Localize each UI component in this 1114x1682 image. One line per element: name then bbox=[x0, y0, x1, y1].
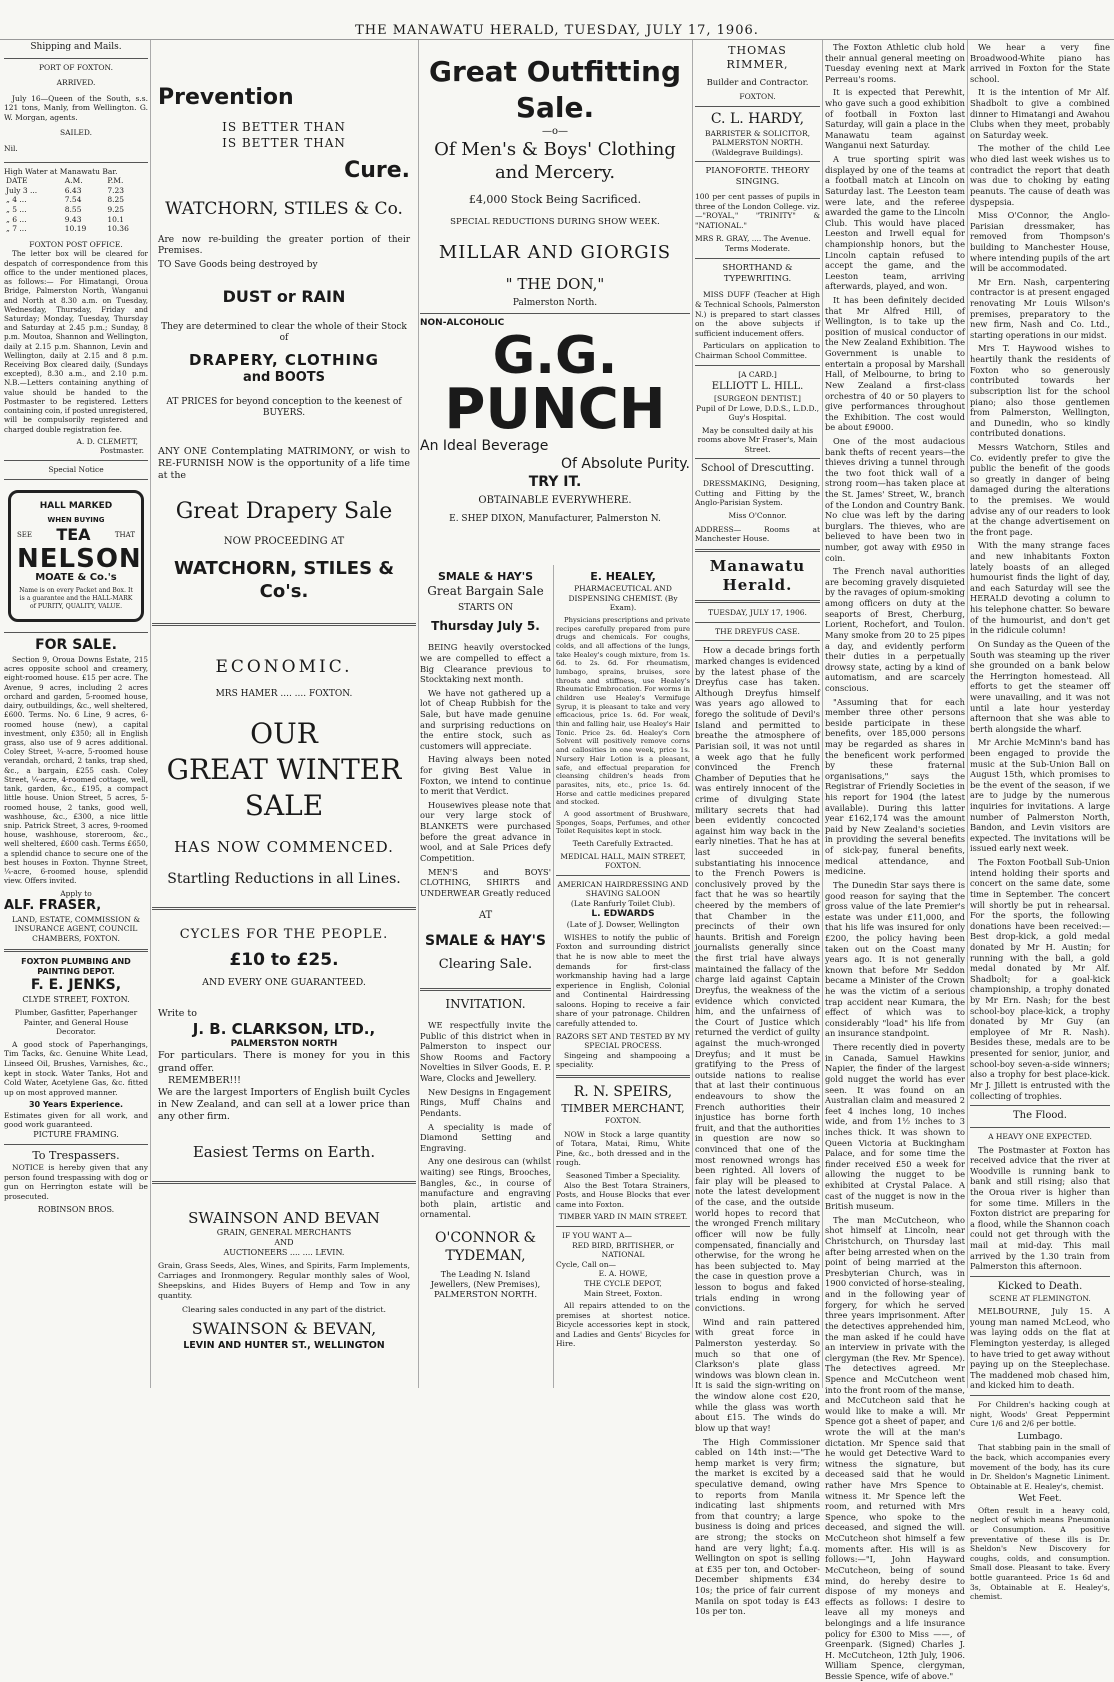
hill-name: ELLIOTT L. HILL. bbox=[711, 381, 804, 393]
post-office-text: The letter box will be cleared for despatch of correspondence from this office to the under mentioned places, as follows:— For Himatangi, Oroua Bridge, Palmerston North, Wanganui and North at 8.30 a.m. on Tuesday, Wednesday, Thursday, Friday and Saturday; Monday, Tuesday, Thursday and Saturday at 2.45 p.m.; Sunday, 8 p.m. Moutoa, Shannon and Wellington, daily at 2.15 p.m. Shannon, Levin and Wellington, daily at 2.15 and 8 p.m. Receiving Box cleared daily, (Sundays excepted), 8.30 a.m., and 2.10 p.m. N.B.—Letters containing anything of value should be handed to the Postmaster to be registered. Letters containing coin, if posted unregistered, will be compulsorily registered and charged double registration fee. bbox=[4, 249, 148, 434]
healey-text: Physicians prescriptions and private recipes carefully prepared from pure drugs and chemicals. For coughs, colds, and all affections of the lungs, take Healey's cough mixture, from 1s. 6d. to 2s. 6d. For rheumatism, lumbago, sprains, bruises, sore throats and stiffness, use Healey's Rheumatic Embrocation. For worms in children use Healey's Vermifuge Syrup, it is pleasant to take and very efficacious, price 1s. 6d. For weak, thin and falling hair, use Healey's Hair Tonic. Price 2s. 6d. Healey's Corn Solvent will positively remove corns and callosities in one week, price 1s. Nursery Hair Lotion is a pleasant, safe, and effectual preparation for cleansing children's heads from parasites, nits, etc., price 1s. 6d. Horse and cattle medicines prepared and stocked. bbox=[556, 615, 690, 807]
clear-stock-text: They are determined to clear the whole of their Stock of bbox=[161, 321, 407, 344]
millar-giorgis: MILLAR AND GIORGIS bbox=[438, 242, 672, 264]
card-label: [A CARD.] bbox=[738, 369, 777, 379]
great-bargain-sale: Great Bargain Sale bbox=[427, 584, 544, 599]
tide-cell: 8.55 bbox=[64, 205, 82, 215]
builder-contractor: Builder and Contractor. bbox=[706, 78, 809, 89]
surgeon-dentist: [SURGEON DENTIST.] bbox=[714, 393, 801, 403]
tide-cell: 9.43 bbox=[64, 214, 82, 224]
flood-text: The Postmaster at Foxton has received advice that the river at Woodville is running bank to bank and still rising; also that the Oroua river is higher than for some time. Millers in the Foxton district are preparing for a flood, while the Shannon coach could not get through with the mail at mid-day. This mail arrived by the 1.30 train from Palmerston this afternoon. bbox=[970, 1144, 1110, 1272]
bicycle-brands: RED BIRD, BRITISHER, or NATIONAL bbox=[572, 1240, 674, 1260]
dress-address: ADDRESS— Rooms at Manchester House. bbox=[695, 524, 820, 544]
news-p2: It is expected that Perewhit, who gave such a good exhibition of football in Foxton last Saturday, will gain a place in the Manawatu team against Wanganui next Saturday. bbox=[825, 87, 965, 151]
kicked-text: MELBOURNE, July 15. A young man named McLeod, who was laying odds on the flat at Flemington yesterday, is alleged to have tried to get away without paying up on the Steeplechase. The maddened mob chased him, and kicked him to death. bbox=[970, 1306, 1110, 1391]
ideal-beverage: An Ideal Beverage bbox=[420, 437, 549, 454]
plumbing-heading: FOXTON PLUMBING AND PAINTING DEPOT. bbox=[21, 956, 131, 976]
arrived-label: ARRIVED. bbox=[56, 78, 96, 88]
oconnor-name: O'CONNOR & bbox=[435, 1229, 536, 1246]
don-town: Palmerston North. bbox=[512, 297, 598, 308]
tide-cell: 8.25 bbox=[107, 195, 125, 205]
cycles-people: CYCLES FOR THE PEOPLE. bbox=[179, 927, 389, 942]
column-rule bbox=[967, 40, 968, 1388]
column-rule bbox=[692, 40, 693, 1388]
invitation-p4: Any one desirous can (whilst waiting) see Rings, Brooches, Bangles, &c., in course of manufacture and engraving both plain, artistic and ornamental. bbox=[420, 1156, 551, 1220]
experience-text: 30 Years Experience. bbox=[28, 1100, 124, 1110]
has-commenced: HAS NOW COMMENCED. bbox=[174, 837, 394, 856]
matrimony-text: ANY ONE Contemplating MATRIMONY, or wish to RE-FURNISH NOW is the opportunity of a life time at the bbox=[158, 445, 410, 481]
smale-p3: Having always been noted for giving Best Value in Foxton, we intend to continue to merit that Verdict. bbox=[420, 754, 551, 797]
tide-cell: „ 4 ... bbox=[6, 195, 27, 205]
tide-cell: 9.25 bbox=[107, 205, 125, 215]
prices-text: AT PRICES for beyond conception to the keenest of BUYERS. bbox=[166, 396, 402, 419]
hill-consult: May be consulted daily at his rooms above Mr Fraser's, Main Street. bbox=[697, 425, 818, 454]
hemp-text: The High Commissioner cabled on 14th inst:—"The hemp market is very firm; the market is excited by a speculative demand, owing to reports from Manila indicating last shipments from that country; a large business is doing and prices are strong; the stocks on hand are very light; f.a.q. Wellington on spot is selling at £35 per ton, and October-December shipments £34 10s; the price of fair current Manila on spot today is £43 10s per ton. bbox=[695, 1436, 820, 1617]
cycle-depot: THE CYCLE DEPOT, bbox=[584, 1278, 662, 1288]
tide-cell: 7.54 bbox=[64, 195, 82, 205]
grain-merchants: GRAIN, GENERAL MERCHANTS bbox=[216, 1227, 352, 1237]
jewellers-town: PALMERSTON NORTH. bbox=[433, 1290, 538, 1301]
flood-heading: The Flood. bbox=[1013, 1110, 1067, 1122]
better-than-2: IS BETTER THAN bbox=[222, 135, 346, 150]
for-sale-heading: FOR SALE. bbox=[35, 637, 117, 654]
moate-text: MOATE & Co.'s bbox=[35, 571, 117, 583]
our-heading: OUR bbox=[250, 717, 318, 751]
sale-heading: SALE bbox=[244, 789, 324, 823]
fraser-name: ALF. FRASER, bbox=[4, 898, 102, 914]
particulars-text: For particulars. There is money for you in this grand offer. bbox=[158, 1050, 410, 1074]
news-p14: Miss O'Connor, the Anglo-Parisian dressmaker, has removed from Thompson's building to Manchester House, where intending pupils of the art will be accommodated. bbox=[970, 210, 1110, 274]
speirs-name: R. N. SPEIRS, bbox=[573, 1084, 673, 1101]
every-one-guaranteed: AND EVERY ONE GUARANTEED. bbox=[202, 977, 366, 989]
rimmer-town: FOXTON. bbox=[739, 92, 776, 102]
and-boots: and BOOTS bbox=[242, 370, 326, 386]
flood-subheading: A HEAVY ONE EXPECTED. bbox=[988, 1131, 1092, 1141]
news-p18: With the many strange faces and new inhabitants Foxton lately boasts of an alleged humourist finds the light of day, and each Saturday will see the HERALD devoting a column to his telephone chatter. So beware of the humourist, and don't get in the ridicule column! bbox=[970, 540, 1110, 636]
column-3-left bbox=[420, 566, 551, 1388]
news-p8: The Dunedin Star says there is good reason for saying that the gross value of the late Premier's estate was under £11,000, and that his life was insured for only £200, the policy having been taken out on the Coast many years ago. It is not generally known that before Mr Seddon became a Minister of the Crown he was the victim of a serious trap accident near Kumara, the effect of which was to considerably "load" his life from an insurance standpoint. bbox=[825, 879, 965, 1039]
edwards-name: L. EDWARDS bbox=[591, 908, 655, 919]
barrister-title: BARRISTER & SOLICITOR, bbox=[704, 128, 810, 138]
masthead-date: TUESDAY, JULY 17, 1906. bbox=[708, 608, 807, 618]
importers-text: We are the largest Importers of English built Cycles in New Zealand, and can sell at a lower price than any other firm. bbox=[158, 1086, 410, 1123]
jenks-street: CLYDE STREET, FOXTON. bbox=[22, 994, 130, 1004]
drescutting-heading: School of Drescutting. bbox=[700, 463, 815, 475]
shaving-saloon: SHAVING SALOON bbox=[585, 889, 661, 899]
healey-stock: A good assortment of Brushware, Sponges, Soaps, Perfumes, and other Toilet Requisites kept in stock. bbox=[556, 809, 690, 836]
news-p13: The mother of the child Lee who died last week wishes us to contradict the report that death was due to choking by eating peanuts. The cause of death was dyspepsia. bbox=[970, 143, 1110, 207]
piano-theory: PIANOFORTE. THEORY SINGING. bbox=[705, 166, 810, 188]
outfitting-sale: Sale. bbox=[515, 90, 595, 124]
watchorn-name: WATCHORN, STILES & Co. bbox=[165, 199, 403, 220]
tydeman-name: TYDEMAN, bbox=[445, 1247, 526, 1264]
jenks-stock: A good stock of Paperhangings, Tim Tacks, &c. Genuine White Lead, Linseed Oil, Brushes, Varnishes, &c., kept in stock. Water Tanks, Hot and Cold Water, Acetylene Gas, &c. fitted up on most approved manner. bbox=[4, 1039, 148, 1097]
timber-merchant: TIMBER MERCHANT, bbox=[561, 1101, 685, 1115]
apply-text: Apply to bbox=[60, 888, 92, 898]
dust-rain: DUST or RAIN bbox=[222, 287, 346, 307]
page-header: THE MANAWATU HERALD, TUESDAY, JULY 17, 1906. bbox=[0, 0, 1114, 40]
speirs-p2: Seasoned Timber a Speciality. bbox=[565, 1170, 681, 1180]
post-office-heading: FOXTON POST OFFICE. bbox=[29, 239, 123, 249]
hardy-building: (Waldegrave Buildings). bbox=[711, 147, 804, 157]
for-sale-text: Section 9, Oroua Downs Estate, 215 acres opposite school and creamery, eight-roomed house. £15 per acre. The Avenue, 9 acres, including 2 acres orchard and garden, 5-roomed house, dairy, outbuildings, &c., well sheltered, £600. Terms. No. 6 Line, 9 acres, 6-roomed house (new), a capital investment, only £350; all in English grass, also use of 9 acres additional. Coley Street, ¼-acre, 5-roomed house verandah, orchard, 2 tanks, trap shed, &c., a bargain, £255 cash. Coley Street, ¼-acre, 4-roomed cottage, well, tank, garden, &c., £195, a compact little house. Union Street, 5 acres, 5-roomed house, 2 tanks, good well, washhouse, &c., £300, a nice little snip. Patrick Street, 3 acres, 9-roomed house, washhouse, storeroom, &c., well sheltered, £600 cash. Terms £650, a splendid chance to secure one of the best houses in Foxton. Thynne Street, ¼-acre, 6-roomed house, splendid view. Offers invited. bbox=[4, 655, 148, 886]
cure-heading: Cure. bbox=[344, 157, 410, 183]
watchorn-ad bbox=[152, 40, 416, 607]
trespassers-text: NOTICE is hereby given that any person found trespassing with dog or gun on Herrington estate will be prosecuted. bbox=[4, 1163, 148, 1201]
repairs-text: All repairs attended to on the premises at shortest notice. Bicycle accessories kept in stock, and Ladies and Gents' Bicycles for Hire. bbox=[556, 1301, 690, 1349]
clearing-sales-text: Clearing sales conducted in any part of the district. bbox=[182, 1305, 386, 1315]
great-outfitting: Great Outfitting bbox=[428, 55, 682, 88]
swainson-name: SWAINSON AND BEVAN bbox=[188, 1208, 380, 1227]
razors-text: RAZORS SET AND TESTED BY MY SPECIAL PROCESS. bbox=[556, 1031, 690, 1051]
hamer-ad bbox=[152, 631, 416, 893]
tide-cell: 10.19 bbox=[64, 224, 87, 234]
column-7 bbox=[970, 40, 1110, 1602]
smale-hay-name: SMALE & HAY'S bbox=[437, 570, 534, 583]
news-p6: The French naval authorities are becoming gravely disquieted by the ravages of opium-smoking among officers on duty at the seaports of Brest, Cherburg, Lorient, Rochefort, and Toulon. Many smoke from 20 to 25 pipes a day, and evidently perform their duties in a perpetually drowsy state, acting by a kind of automatism, and are scarcely conscious. bbox=[825, 566, 965, 693]
howe-address: Main Street, Foxton. bbox=[583, 1288, 663, 1298]
smale-p5: MEN'S and BOYS' CLOTHING, SHIRTS and UNDERWEAR Greatly reduced bbox=[420, 866, 551, 898]
wind-rain-text: Wind and rain pattered with great force in Palmerston yesterday. So much so that one of Clarkson's plate glass windows was blown clean in. It is said the sign-writing on the window alone cost £20, while the glass was worth about £15. The winds do blow up that way! bbox=[695, 1316, 820, 1433]
clearing-sale: Clearing Sale. bbox=[438, 957, 533, 973]
arrived-text: July 16—Queen of the South, s.s. 121 tons, Manly, from Wellington. G. W. Morgan, agents. bbox=[4, 93, 148, 122]
mens-clothing: Of Men's & Boys' Clothing bbox=[434, 139, 676, 161]
gg-heading: G.G. bbox=[492, 325, 618, 386]
speirs-p4: TIMBER YARD IN MAIN STREET. bbox=[558, 1212, 688, 1222]
healey-teeth: Teeth Carefully Extracted. bbox=[572, 839, 674, 849]
and-mercery: and Mercery. bbox=[494, 162, 616, 184]
try-it: TRY IT. bbox=[528, 473, 582, 490]
prevention-heading: Prevention bbox=[158, 85, 294, 110]
rimmer-name: THOMAS RIMMER, bbox=[726, 44, 789, 72]
smale-p1: BEING heavily overstocked we are compelled to effect a Big Clearance previous to Stocktaking next month. bbox=[420, 642, 551, 685]
column-rule bbox=[150, 40, 151, 1388]
hill-pupil: Pupil of Dr Lowe, D.D.S., L.D.D., Guy's Hospital. bbox=[696, 403, 819, 423]
healey-name: E. HEALEY, bbox=[590, 570, 656, 583]
wet-feet-heading: Wet Feet. bbox=[1018, 1494, 1062, 1505]
write-to: Write to bbox=[158, 1007, 197, 1019]
oconnor-miss: Miss O'Connor. bbox=[728, 511, 787, 521]
jenks-trade: Plumber, Gasfitter, Paperhanger Painter, and General House Decorator. bbox=[14, 1008, 138, 1037]
sailed-text: Nil. bbox=[4, 144, 18, 154]
lumbago-heading: Lumbago. bbox=[1017, 1431, 1063, 1442]
dreyfus-text: How a decade brings forth marked changes is evidenced by the latest phase of the Dreyfus case has taken. Although Dreyfus himself was years ago allowed to forego the solitude of Devil's Island and permitted to breathe the atmosphere of Parisian soil, it was not until a week ago that he fully convinced the French Chamber of Deputies that he was entirely innocent of the crime of divulging State military secrets that had been evidently concocted against him way back in the early nineties. That he has at last succeeded in substantiating his innocence to the French Powers is conclusively proved by the fact that he was so heartily cheered by the members of that Chamber in the precincts of their own haunts. British and Foreign journalists generally since the first trial have always maintained the fallacy of the charge laid against Captain Dreyfus, the weakness of the evidence which convicted him, and the unfairness of the Court of Justice which returned the verdict of guilty against the much-wronged Dreyfus; and it must be gratifying to the Press of outside nations to realise that at last their continuous endeavours to show the French authorities their injustice has borne forth fruit, and that the authorities in question are now so convinced that one of the most renowned wrongs has been righted. All lovers of fair play will be pleased to note the latest development of the case, and the outside world hopes to record that the wronged French military officer will now be fully compensated, financially and otherwise, for the wrong he has been subjected to. May the case in question prove a lesson to bogus and faked trials ending in wrong convictions. bbox=[695, 645, 820, 1314]
invitation-p1: WE respectfully invite the Public of this district when in Palmerston to inspect our Show Rooms and Factory Novelties in Silver Goods, E. P. Ware, Clocks and Jewellery. bbox=[420, 1020, 551, 1084]
dreyfus-heading: THE DREYFUS CASE. bbox=[715, 626, 800, 636]
news-p9: There recently died in poverty in Canada, Samuel Hawkins Napier, the finder of the largest gold nugget the world has ever seen. It was found on an Australian claim and measured 2 feet 4 inches long, 10 inches wide, and from 1½ inches to 3 inches thick. It was shown to Queen Victoria at Buckingham Palace, and for some time the finder received £50 a week for allowing the nugget to be exhibited at Crystal Palace. A cast of the nugget is now in the British museum. bbox=[825, 1042, 965, 1212]
tide-cell: 7.23 bbox=[107, 185, 125, 195]
nelson-tagline: Name is on every Packet and Box. It is a guarantee and the HALL-MARK of PURITY, QUALITY, VALUE. bbox=[19, 587, 133, 611]
tide-cell: 10.1 bbox=[107, 214, 125, 224]
watchorn-name-2: WATCHORN, STILES & Co's. bbox=[173, 558, 395, 603]
kicked-heading: Kicked to Death. bbox=[997, 1280, 1083, 1292]
speirs-p3: Also the Best Totara Strainers, Posts, and House Blocks that ever came into Foxton. bbox=[556, 1180, 690, 1209]
at-text: AT bbox=[478, 910, 493, 922]
special-notice-heading: Special Notice bbox=[48, 464, 104, 474]
tide-cell: July 3 ... bbox=[6, 185, 38, 195]
news-p16: Mrs T. Haywood wishes to heartily thank the residents of Foxton who so generously contributed towards her subscription list for the school piano; also those gentlemen from Palmerston, Wellington, and Dunedin, who so kindly contributed donations. bbox=[970, 343, 1110, 439]
smale-p2: We have not gathered up a lot of Cheap Rubbish for the Sale, but have made genuine and surprising reductions on the entire stock, such as customers will appreciate. bbox=[420, 687, 551, 751]
news-p10: The man McCutcheon, who shot himself at Lincoln, near Christchurch, on Thursday last after being arrested when on the point of being married at the Presbyterian Church, was in 1900 convicted of horse-stealing, and in the following year of forgery, for which he served three years imprisonment. After the detectives apprehended him, the man asked if he could have an interview in private with the clergyman (the Rev. Mr Spence). The detectives agreed. Mr Spence and McCutcheon went into the front room of the manse, and McCutcheon said that he would like to make a will. Mr Spence got a sheet of paper, and wrote the will at the man's dictation. Mr Spence said that he would get Detective Ward to witness the signature, but deceased said that he would rather have Mrs Spence to witness it. Mr Spence left the room, and returned with Mrs Spence, who spoke to the deceased, and signed the will. McCutcheon shot himself a few moments after. His will is as follows:—"I, John Hayward McCutcheon, being of sound mind, do hereby desire to dispose of my moneys and effects as follows: I desire to leave all my moneys and belongings and a life insurance policy for £300 to Miss ——, of Greenpark. (Signed) Charles J. H. McCutcheon, 12th July, 1906. William Spence, clergyman, Bessie Spence, wife of above." bbox=[825, 1214, 965, 1682]
passes-text: 100 per cent passes of pupils in three of the London College. viz.—"ROYAL," "TRINITY" & "NATIONAL." bbox=[695, 192, 820, 230]
auctioneers-text: AUCTIONEERS .... .... LEVIN. bbox=[223, 1248, 345, 1258]
news-p15: Mr Ern. Nash, carpentering contractor is at present engaged renovating Mr Louis Wilson's premises, preparatory to the new firm, Nash and Co. Ltd., starting operations in our midst. bbox=[970, 276, 1110, 340]
port-heading: PORT OF FOXTON. bbox=[38, 62, 113, 72]
drapery-clothing: DRAPERY, CLOTHING bbox=[189, 350, 379, 369]
tea-text: TEA bbox=[56, 525, 91, 545]
tide-header: P.M. bbox=[107, 176, 124, 186]
now-proceeding: NOW PROCEEDING AT bbox=[223, 536, 345, 548]
starts-on: STARTS ON bbox=[457, 603, 514, 614]
leading-jewellers: The Leading N. Island Jewellers, (New Premises), bbox=[430, 1269, 541, 1290]
healey-title: PHARMACEUTICAL AND DISPENSING CHEMIST. (By Exam). bbox=[568, 584, 678, 613]
dressmaking-text: DRESSMAKING, Designing, Cutting and Fitting by the Anglo-Parisian System. bbox=[695, 479, 820, 508]
tide-header: A.M. bbox=[64, 176, 83, 186]
medical-hall: MEDICAL HALL, MAIN STREET, FOXTON. bbox=[560, 851, 686, 871]
tide-cell: „ 5 ... bbox=[6, 205, 27, 215]
price-range: £10 to £25. bbox=[229, 949, 339, 970]
swainson-ad bbox=[152, 1189, 416, 1356]
dixon-name: E. SHEP DIXON, Manufacturer, Palmerston N. bbox=[449, 514, 661, 525]
invitation-p2: New Designs in Engagement Rings, Muff Chains and Pendants. bbox=[420, 1086, 551, 1118]
invitation-heading: INVITATION. bbox=[445, 996, 526, 1011]
nelson-tea-ad bbox=[8, 490, 144, 623]
great-drapery-sale: Great Drapery Sale bbox=[175, 499, 393, 525]
tide-table bbox=[4, 176, 148, 234]
news-p5: One of the most audacious bank thefts of recent years—the thieves driving a tunnel through the two foot thick wall of a strong room—has taken place at the St. James' Street, W., branch of the London and Country Bank. No clue was left by the daring burglars. The thieves, who are believed to have been two in number, got away with £950 in coin. bbox=[825, 435, 966, 563]
trespassers-heading: To Trespassers. bbox=[32, 1149, 120, 1163]
wet-feet-text: Often result in a heavy cold, neglect of which means Pneumonia or Consumption. A positive preventative of these ills is Dr. Sheldon's New Discovery for coughs, colds, and consumption. Small dose. Pleasant to take. Every bottle guaranteed. Price 1s 6d and 3s, Obtainable at E. Healey's, chemist. bbox=[970, 1505, 1110, 1602]
rebuilding-text: Are now re-building the greater portion of their Premises. bbox=[158, 234, 410, 257]
clarkson-name: J. B. CLARKSON, LTD., bbox=[192, 1019, 376, 1038]
news-p1: The Foxton Athletic club hold their annual general meeting on Tuesday evening next at Mark Perreau's rooms. bbox=[825, 42, 965, 84]
nelson-brand: NELSON bbox=[17, 543, 142, 574]
speirs-p1: NOW in Stock a large quantity of Totara, Matai, Rimu, White Pine, &c., both dressed and in the rough. bbox=[556, 1129, 690, 1168]
tide-header: DATE bbox=[6, 176, 28, 186]
tide-cell: „ 7 ... bbox=[6, 224, 27, 234]
kicked-subheading: SCENE AT FLEMINGTON. bbox=[989, 1293, 1091, 1303]
stock-sacrificed: £4,000 Stock Being Sacrificed. bbox=[468, 192, 642, 206]
news-p3: A true sporting spirit was displayed by one of the teams at a football match at Lincoln on Saturday last. The Leeston team were late, and the referee awarded the game to the Lincoln Club. This would have placed Leeston and Irwell equal for championship honors, but the Lincoln captain refused to accept the game, and the Leeston team, arriving afterwards, played, and won. bbox=[825, 154, 965, 292]
edwards-late: (Late of J. Dowser, Wellington bbox=[566, 920, 680, 930]
invitation-p3: A speciality is made of Diamond Setting and Engraving. bbox=[420, 1121, 551, 1153]
clarkson-town: PALMERSTON NORTH bbox=[230, 1038, 338, 1049]
terms-moderate: Terms Moderate. bbox=[724, 244, 791, 254]
column-rule bbox=[822, 40, 823, 1388]
remember-text: REMEMBER!!! bbox=[168, 1074, 241, 1086]
when-buying-text: WHEN BUYING bbox=[47, 516, 105, 525]
sailed-label: SAILED. bbox=[59, 128, 93, 138]
ranfurly-text: (Late Ranfurly Toilet Club). bbox=[570, 899, 676, 909]
lumbago-text: That stabbing pain in the small of the back, which accompanies every movement of the body, has its cure in Dr. Sheldon's Magnetic Liniment. Obtainable at E. Healey's, chemist. bbox=[970, 1443, 1110, 1491]
column-1 bbox=[4, 40, 148, 1388]
news-p12: It is the intention of Mr Alf. Shadbolt to give a combined dinner to Himatangi and Awahou Clubs when they meet, probably on Saturday week. bbox=[970, 87, 1110, 140]
news-p19: On Sunday as the Queen of the South was steaming up the river she grounded on a bank below the Herrington homestead. All efforts to get the steamer off were unavailing, and it was not until a late hour yesterday afternoon that she was able to berth alongside the wharf. bbox=[970, 638, 1110, 734]
swainson-name-2: SWAINSON & BEVAN, bbox=[191, 1319, 377, 1339]
howe-name: E. A. HOWE, bbox=[598, 1269, 648, 1279]
better-than-1: IS BETTER THAN bbox=[222, 120, 346, 135]
non-alcoholic: NON-ALCOHOLIC bbox=[420, 318, 505, 329]
tide-cell: 6.43 bbox=[64, 185, 82, 195]
column-4 bbox=[556, 566, 690, 1388]
obtainable-everywhere: OBTAINABLE EVERYWHERE. bbox=[478, 495, 632, 507]
punch-heading: PUNCH bbox=[444, 376, 666, 442]
masthead: Manawatu Herald. bbox=[709, 556, 806, 595]
swainson-goods: Grain, Grass Seeds, Ales, Wines, and Spirits, Farm Implements, Carriages and Ironmongery. Regular monthly sales of Wool, Sheepskins, and Hides Buyers of Hemp and Tow in any quantity. bbox=[158, 1261, 410, 1301]
great-winter-heading: GREAT WINTER bbox=[166, 753, 402, 787]
hardy-name: C. L. HARDY, bbox=[710, 110, 805, 127]
jenks-name: F. E. JENKS, bbox=[30, 976, 122, 993]
tea-line bbox=[17, 525, 135, 545]
easiest-terms: Easiest Terms on Earth. bbox=[192, 1143, 376, 1162]
column-2 bbox=[152, 40, 416, 1388]
fraser-address: LAND, ESTATE, COMMISSION & INSURANCE AGENT, COUNCIL CHAMBERS, FOXTON. bbox=[11, 914, 141, 943]
american-hairdressing: AMERICAN HAIRDRESSING AND bbox=[557, 879, 689, 889]
the-don: " THE DON," bbox=[505, 274, 605, 293]
singeing-text: Singeing and shampooing a speciality. bbox=[556, 1050, 690, 1070]
edwards-text: WISHES to notify the public of Foxton and surrounding district that he is now able to meet the demands for first-class workmanship having had a large experience in English, Colonial and Continental Hairdressing saloons. Hoping to receive a fair share of your patronage. Children carefully attended to. bbox=[556, 932, 690, 1029]
news-p20: Mr Archie McMinn's band has been engaged to provide the music at the Sub-Union Ball on August 15th, which promises to be the event of the season, if we are to judge by the numerous inquiries for invitations. A large number of Palmerston North, Bandon, and Levin visitors are expected. The invitations will be issued early next week. bbox=[970, 737, 1110, 854]
swainson-address: LEVIN AND HUNTER ST., WELLINGTON bbox=[183, 1339, 385, 1351]
news-p11: We hear a very fine Broadwood-White piano has arrived in Foxton for the State school. bbox=[970, 42, 1110, 84]
smale-hay-name-2: SMALE & HAY'S bbox=[424, 933, 546, 950]
clarkson-ad bbox=[152, 915, 416, 1167]
column-rule bbox=[553, 565, 554, 1388]
startling-reductions: Startling Reductions in all Lines. bbox=[167, 871, 401, 888]
news-p21: The Foxton Football Sub-Union intend holding their sports and concert on the same date, some time in September. The concert will shortly be put in rehearsal. For the sports, the following donations have been received:—Best drop-kick, a gold medal donated by Mr H. Austin; for running with the ball, a gold medal donated by Mr Alf. Shadbolt; for a goal-kick championship, a trophy donated by Mr Ern. Nash; for the best school-boy place-kick, a trophy donated by Mr Guy (an employee of Mr R. Nash). Besides these, medals are to be presented for senior, junior, and school-boy seven-a-side winners; also a trophy for best place-kick. Mr J. Jillett is entrusted with the collecting of trophies. bbox=[970, 857, 1110, 1101]
cycle-call-on: Cycle, Call on— bbox=[556, 1259, 617, 1269]
if-you-want: IF YOU WANT A— bbox=[562, 1230, 632, 1240]
gray-name: MRS R. GRAY, .... The Avenue. bbox=[695, 234, 811, 244]
news-p7: "Assuming that for each member three other persons beside participate in these benefits, over 185,000 persons may be regarded as shares in the beneficent work performed by these fraternal organisations," says the Registrar of Friendly Societies in his report for 1904 (the latest available). During this latter year £162,174 was the amount paid by New Zealand's societies in providing the several benefits of sick-pay, funeral benefits, medical attendance, and medicine. bbox=[825, 696, 965, 877]
news-p17: Messrs Watchorn, Stiles and Co. evidently prefer to give the public the benefit of the goods so greatly in danger of being damaged during the alterations to the premises. We would advise any of our readers to look at the change advertisement on the front page. bbox=[970, 441, 1110, 537]
economic-heading: ECONOMIC. bbox=[215, 657, 353, 678]
estimates-text: Estimates given for all work, and good work guaranteed. bbox=[4, 1110, 148, 1130]
that-text: THAT bbox=[114, 530, 135, 539]
duff-apply: Particulars on application to Chairman School Committee. bbox=[695, 341, 820, 360]
tide-cell: 10.36 bbox=[107, 224, 129, 234]
postmaster-name: A. D. CLEMETT, bbox=[76, 436, 138, 446]
thursday-july: Thursday July 5. bbox=[431, 618, 540, 633]
special-reductions: SPECIAL REDUCTIONS DURING SHOW WEEK. bbox=[450, 216, 660, 227]
absolute-purity: Of Absolute Purity. bbox=[561, 455, 690, 472]
column-6 bbox=[825, 40, 966, 1682]
speirs-town: FOXTON. bbox=[604, 1116, 642, 1126]
see-text: SEE bbox=[17, 530, 33, 539]
hardy-town: PALMERSTON NORTH. bbox=[712, 138, 803, 148]
tide-cell: „ 6 ... bbox=[6, 214, 27, 224]
column-5 bbox=[695, 40, 820, 1617]
high-water-heading: High Water at Manawatu Bar. bbox=[4, 166, 118, 176]
hall-marked-text: HALL MARKED bbox=[39, 500, 113, 511]
smale-p4: Housewives please note that our very large stock of BLANKETS were purchased before the great advance in wool, and at Sale Prices defy Competition. bbox=[420, 799, 551, 863]
save-goods-text: TO Save Goods being destroyed by bbox=[158, 259, 318, 270]
shorthand-heading: SHORTHAND & TYPEWRITING. bbox=[722, 262, 793, 284]
cough-ad: For Children's hacking cough at night, Woods' Great Peppermint Cure 1/6 and 2/6 per bottle. bbox=[970, 1400, 1110, 1429]
column-rule bbox=[418, 40, 419, 1388]
shipping-heading: Shipping and Mails. bbox=[30, 42, 122, 52]
robinson-bros: ROBINSON BROS. bbox=[37, 1204, 115, 1214]
column-3-top: Great Outfitting Sale. —o— Of Men's & Boys' Clothing and Mercery. £4,000 Stock Being Sacrificed. SPECIAL REDUCTIONS DURING SHOW WEEK. MILLAR AND GIORGIS " THE DON," Palmerston North. NON-ALCOHOLIC G.G. PUNCH An Ideal Beverage Of Absolute Purity. TRY IT. OBTAINABLE EVERYWHERE. E. SHEP DIXON, Manufacturer, Palmerston N. bbox=[420, 55, 690, 525]
hamer-name: MRS HAMER .... .... FOXTON. bbox=[215, 688, 353, 699]
duff-text: MISS DUFF (Teacher at High & Technical Schools, Palmerston N.) is prepared to start classes on the above subjects if sufficient inducement offers. bbox=[695, 290, 820, 338]
and-text: AND bbox=[274, 1237, 294, 1247]
postmaster-title: Postmaster. bbox=[99, 446, 144, 456]
news-p4: It has been definitely decided that Mr Alfred Hill, of Wellington, is to take up the position of musical conductor of the New Zealand Exhibition. The Government is unable to entertain a proposal by Marshall Hall, of Melbourne, to bring to New Zealand a first-class orchestra of 40 or 50 players to give performances throughout the Exhibition. The cost would be about £9000. bbox=[825, 295, 965, 433]
picture-framing: PICTURE FRAMING. bbox=[33, 1129, 119, 1139]
